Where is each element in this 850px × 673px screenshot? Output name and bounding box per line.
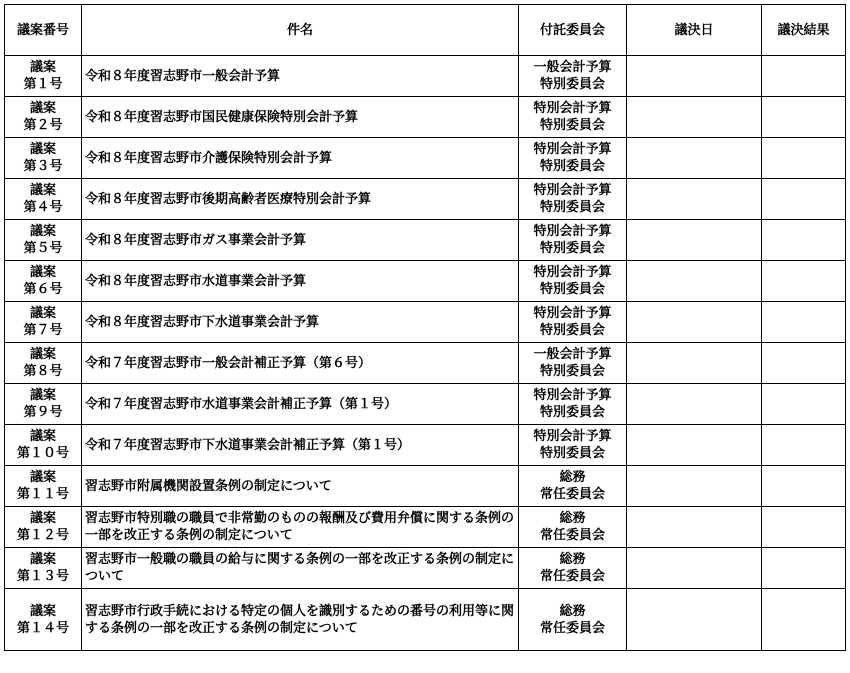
table-row [5,425,846,466]
bill-number-value: 第１３号 [16,569,69,584]
committee-type: 常任委員会 [539,528,605,543]
bill-number-value: 第７号 [23,323,63,338]
bill-number-value: 第８号 [23,364,63,379]
bill-number-cell [5,179,82,220]
bill-number-value: 第１号 [23,77,63,92]
committee-type: 特別委員会 [539,446,605,461]
committee-cell [519,425,627,466]
bill-number-label: 議案 [29,470,56,485]
bill-number-label: 議案 [29,347,56,362]
committee-name: 特別会計予算 [533,224,612,239]
header-row [5,5,846,56]
bill-number-cell [5,466,82,507]
vote-date-cell [627,56,762,97]
committee-type: 特別委員会 [539,323,605,338]
vote-result-cell [762,261,846,302]
bill-number-cell [5,261,82,302]
bill-title-cell: 習志野市附属機関設置条例の制定について [82,466,519,507]
bill-number-cell [5,220,82,261]
bill-title-cell: 令和７年度習志野市水道事業会計補正予算（第１号） [82,384,519,425]
bill-number-cell [5,97,82,138]
committee-name: 特別会計予算 [533,101,612,116]
committee-cell [519,302,627,343]
table-row [5,138,846,179]
header-committee: 付託委員会 [519,5,627,56]
header-vote-result: 議決結果 [762,5,846,56]
vote-result-cell [762,466,846,507]
committee-name: 一般会計予算 [533,60,612,75]
table-row [5,384,846,425]
table-row [5,97,846,138]
bill-number-value: 第１１号 [16,487,69,502]
bill-title-cell: 令和８年度習志野市水道事業会計予算 [82,261,519,302]
committee-cell [519,179,627,220]
committee-cell [519,56,627,97]
committee-name: 一般会計予算 [533,347,612,362]
committee-name: 総務 [559,511,586,526]
committee-name: 特別会計予算 [533,142,612,157]
committee-type: 特別委員会 [539,200,605,215]
bill-title-cell: 令和８年度習志野市介護保険特別会計予算 [82,138,519,179]
committee-name: 総務 [559,552,586,567]
header-bill-number: 議案番号 [5,5,82,56]
committee-cell [519,97,627,138]
committee-type: 特別委員会 [539,405,605,420]
bill-title-cell: 令和８年度習志野市ガス事業会計予算 [82,220,519,261]
bill-number-cell [5,548,82,589]
bill-number-label: 議案 [29,552,56,567]
bill-number-label: 議案 [29,511,56,526]
bill-number-label: 議案 [29,429,56,444]
bills-table [4,4,846,651]
vote-date-cell [627,220,762,261]
bill-number-label: 議案 [29,265,56,280]
bill-number-value: 第２号 [23,118,63,133]
header-title: 件名 [82,5,519,56]
bill-number-value: 第３号 [23,159,63,174]
bill-number-value: 第１２号 [16,528,69,543]
committee-type: 特別委員会 [539,118,605,133]
bill-number-label: 議案 [29,60,56,75]
bill-number-value: 第５号 [23,241,63,256]
committee-cell [519,466,627,507]
vote-result-cell [762,384,846,425]
committee-type: 常任委員会 [539,620,605,636]
bill-number-label: 議案 [29,183,56,198]
bill-title-cell: 令和８年度習志野市後期高齢者医療特別会計予算 [82,179,519,220]
committee-name: 特別会計予算 [533,388,612,403]
committee-cell [519,220,627,261]
committee-cell [519,507,627,548]
committee-cell [519,343,627,384]
committee-name: 特別会計予算 [533,183,612,198]
vote-result-cell [762,220,846,261]
committee-name: 特別会計予算 [533,429,612,444]
bill-number-label: 議案 [29,142,56,157]
header-vote-date: 議決日 [627,5,762,56]
bill-number-value: 第１４号 [16,620,69,636]
vote-date-cell [627,138,762,179]
table-row [5,548,846,589]
bill-number-cell [5,343,82,384]
bill-number-value: 第９号 [23,405,63,420]
vote-result-cell [762,589,846,651]
vote-date-cell [627,425,762,466]
table-row [5,302,846,343]
bill-number-value: 第４号 [23,200,63,215]
vote-result-cell [762,302,846,343]
vote-result-cell [762,56,846,97]
bill-number-cell [5,302,82,343]
vote-result-cell [762,138,846,179]
vote-date-cell [627,589,762,651]
table-row [5,56,846,97]
committee-type: 特別委員会 [539,241,605,256]
vote-result-cell [762,507,846,548]
table-row [5,179,846,220]
bill-number-label: 議案 [29,603,56,619]
vote-result-cell [762,425,846,466]
committee-type: 常任委員会 [539,569,605,584]
committee-type: 特別委員会 [539,282,605,297]
vote-date-cell [627,466,762,507]
bill-number-cell [5,507,82,548]
vote-result-cell [762,548,846,589]
committee-type: 特別委員会 [539,159,605,174]
vote-date-cell [627,179,762,220]
vote-date-cell [627,507,762,548]
committee-type: 常任委員会 [539,487,605,502]
bill-number-label: 議案 [29,388,56,403]
vote-date-cell [627,97,762,138]
bill-number-label: 議案 [29,224,56,239]
vote-date-cell [627,261,762,302]
bill-title-cell: 令和８年度習志野市国民健康保険特別会計予算 [82,97,519,138]
vote-result-cell [762,179,846,220]
committee-cell [519,384,627,425]
bill-number-cell [5,425,82,466]
committee-cell [519,548,627,589]
table-row [5,261,846,302]
vote-date-cell [627,548,762,589]
bill-number-value: 第１０号 [16,446,69,461]
vote-result-cell [762,343,846,384]
table-row [5,343,846,384]
bill-number-cell [5,589,82,651]
bill-title-cell: 令和７年度習志野市下水道事業会計補正予算（第１号） [82,425,519,466]
bill-title-cell: 令和８年度習志野市下水道事業会計予算 [82,302,519,343]
committee-cell [519,261,627,302]
committee-type: 特別委員会 [539,364,605,379]
bill-number-label: 議案 [29,101,56,116]
bill-title-cell: 習志野市特別職の職員で非常勤のものの報酬及び費用弁償に関する条例の一部を改正する条例の制定について [82,507,519,548]
table-row [5,589,846,651]
bill-number-label: 議案 [29,306,56,321]
bill-title-cell: 令和７年度習志野市一般会計補正予算（第６号） [82,343,519,384]
bill-number-cell [5,138,82,179]
committee-name: 総務 [559,603,586,619]
vote-date-cell [627,384,762,425]
bill-title-cell: 習志野市行政手続における特定の個人を識別するための番号の利用等に関する条例の一部を改正する条例の制定について [82,589,519,651]
bill-number-cell [5,384,82,425]
table-row [5,220,846,261]
bill-number-cell [5,56,82,97]
committee-name: 特別会計予算 [533,265,612,280]
bill-number-value: 第６号 [23,282,63,297]
vote-result-cell [762,97,846,138]
vote-date-cell [627,343,762,384]
bill-title-cell: 習志野市一般職の職員の給与に関する条例の一部を改正する条例の制定について [82,548,519,589]
committee-type: 特別委員会 [539,77,605,92]
bill-title-cell: 令和８年度習志野市一般会計予算 [82,56,519,97]
table-row [5,507,846,548]
committee-cell [519,138,627,179]
table-row [5,466,846,507]
committee-name: 総務 [559,470,586,485]
committee-cell [519,589,627,651]
vote-date-cell [627,302,762,343]
committee-name: 特別会計予算 [533,306,612,321]
